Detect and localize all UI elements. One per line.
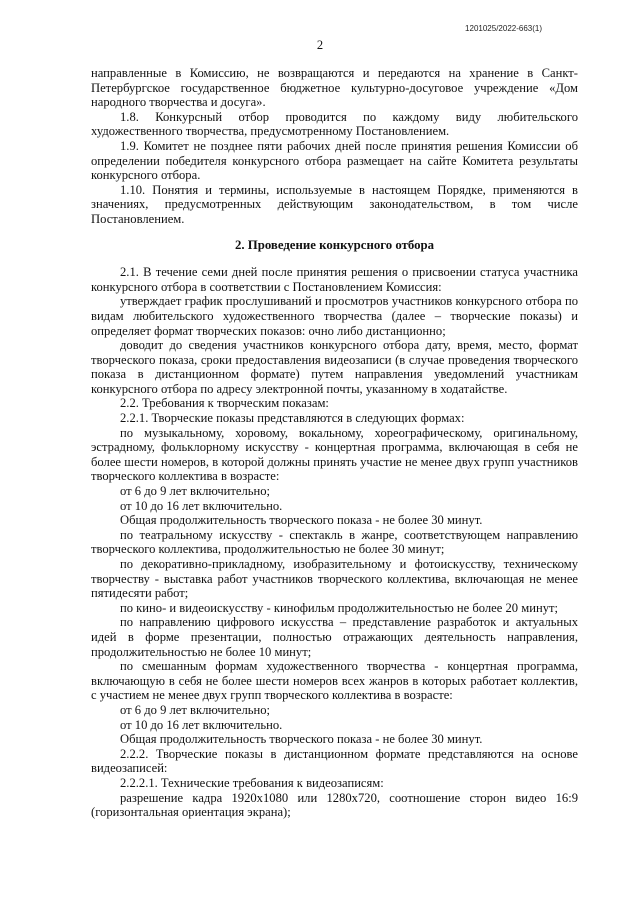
paragraph-continuation: направленные в Комиссию, не возвращаются и передаются на хранение в Санкт-Петербургское государственное бюджетное культурно-досуговое учреждение «Дом народного творчества и досуга».	[91, 66, 578, 110]
total-duration: Общая продолжительность творческого показа - не более 30 минут.	[120, 732, 483, 747]
paragraph-2-2: 2.2. Требования к творческим показам:	[120, 396, 329, 411]
paragraph-1-10: 1.10. Понятия и термины, используемые в настоящем Порядке, применяются в значениях, предусмотренных действующим законодательством, в том числе Постановлением.	[91, 182, 578, 226]
age-group-item: от 6 до 9 лет включительно;	[120, 484, 271, 499]
section-title: 2. Проведение конкурсного отбора	[234, 237, 435, 252]
paragraph-2-2-1: 2.2.1. Творческие показы представляются в следующих формах:	[120, 411, 465, 426]
paragraph-theatre: по театральному искусству - спектакль в жанре, соответствующем направлению творческого коллектива, продолжительностью не более 30 минут;	[91, 527, 578, 557]
paragraph-cinema: по кино- и видеоискусству - кинофильм продолжительностью не более 20 минут;	[120, 600, 559, 615]
paragraph-2-2-2-1: 2.2.2.1. Технические требования к видеозаписям:	[120, 775, 384, 790]
document-id: 1201025/2022-663(1)	[465, 24, 542, 33]
page-number: 2	[316, 38, 324, 52]
age-group-item: от 10 до 16 лет включительно.	[120, 717, 283, 732]
paragraph-digital: по направлению цифрового искусства – представление разработок и актуальных идей в форме презентации, полностью отражающих деятельность направления, продолжительностью не более 10 минут;	[91, 615, 578, 659]
paragraph-2-1-notify: доводит до сведения участников конкурсного отбора дату, время, место, формат творческого показа, сроки предоставления видеозаписи (в случае проведения творческого показа в дистанционном формате) путем направления уведомлений участникам конкурсного отбора по адресу электронной почты, указанному в ходатайстве.	[91, 338, 578, 396]
paragraph-1-9: 1.9. Комитет не позднее пяти рабочих дней после принятия решения Комиссии об определении победителя конкурсного отбора размещает на сайте Комитета результаты конкурсного отбора.	[91, 138, 578, 183]
paragraph-resolution: разрешение кадра 1920x1080 или 1280x720, соотношение сторон видео 16:9 (горизонтальная ориентация экрана);	[91, 790, 578, 820]
total-duration: Общая продолжительность творческого показа - не более 30 минут.	[120, 513, 483, 528]
age-group-item: от 6 до 9 лет включительно;	[120, 702, 271, 717]
document-body	[91, 66, 578, 820]
paragraph-music-forms: по музыкальному, хоровому, вокальному, хореографическому, оригинальному, эстрадному, фольклорному искусству - концертная программа, включающая в себя не более шести номеров, в которой должны принять участие не менее двух групп участников творческого коллектива в возрасте:	[91, 425, 578, 484]
paragraph-2-2-2: 2.2.2. Творческие показы в дистанционном формате представляются на основе видеозаписей:	[91, 746, 578, 776]
paragraph-1-8: 1.8. Конкурсный отбор проводится по каждому виду любительского художественного творчества, предусмотренному Постановлением.	[91, 109, 578, 139]
paragraph-2-1: 2.1. В течение семи дней после принятия решения о присвоении статуса участника конкурсного отбора в соответствии с Постановлением Комиссия:	[91, 265, 578, 294]
paragraph-decorative: по декоративно-прикладному, изобразительному и фотоискусству, техническому творчеству - выставка работ участников творческого коллектива, включающая не менее пятидесяти работ;	[91, 557, 578, 601]
age-group-item: от 10 до 16 лет включительно.	[120, 498, 283, 513]
paragraph-2-1-schedule: утверждает график прослушиваний и просмотров участников конкурсного отбора по видам любительского художественного творчества (далее – творческие показы) и определяет формат творческих показов: очно либо дистанционно;	[91, 294, 578, 338]
paragraph-mixed-forms: по смешанным формам художественного творчества - концертная программа, включающую в себя не более шести номеров всех жанров в которых работает коллектив, с участием не менее двух групп творческого коллектива в возрасте:	[91, 659, 578, 703]
